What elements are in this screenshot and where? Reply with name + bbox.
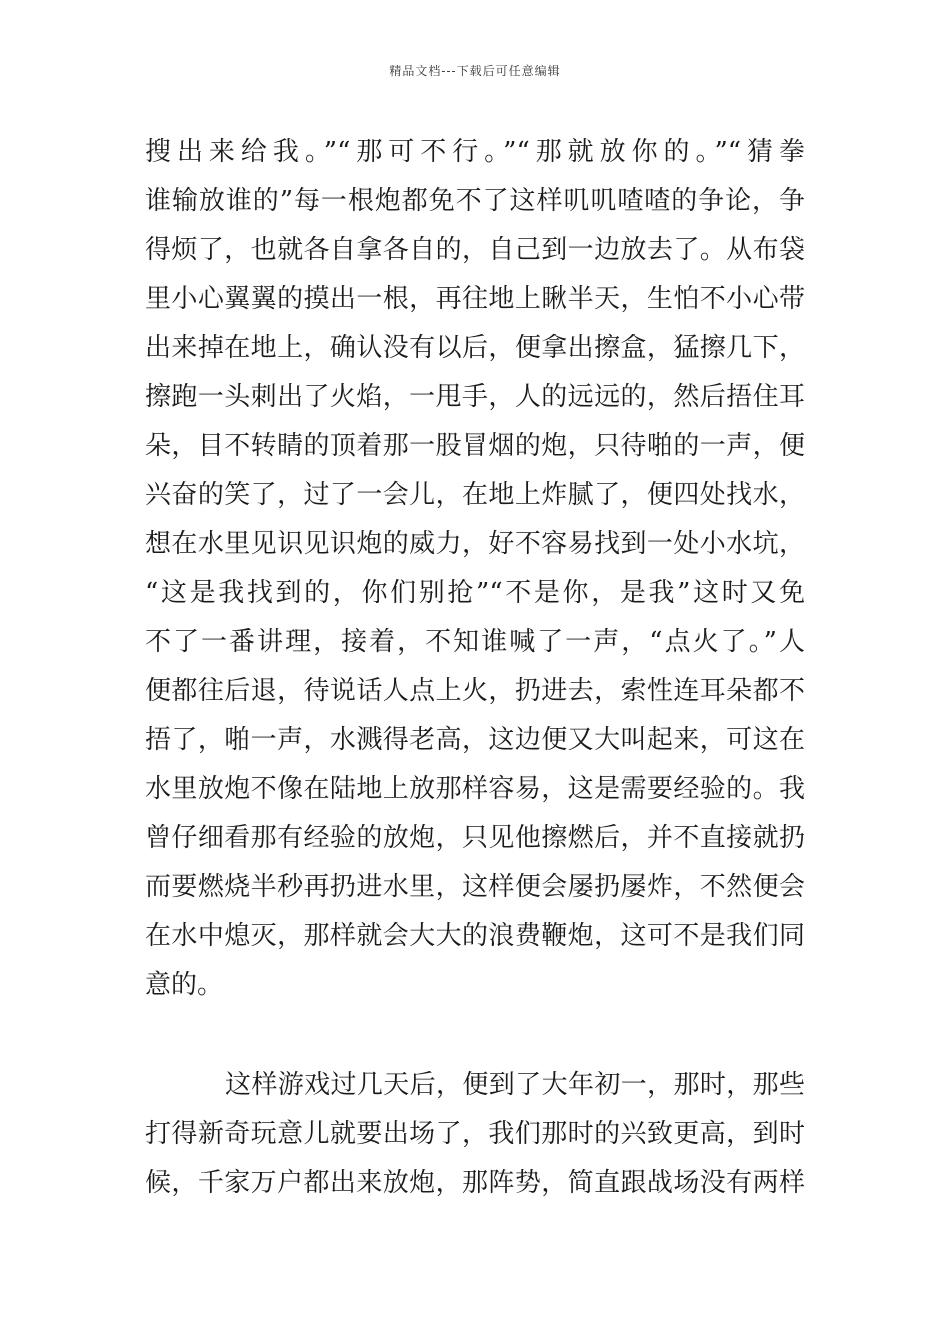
body-text [145,128,805,1208]
text-line: “这是我找到的，你们别抢”“不是你，是我”这时又免 [145,578,805,608]
text-line: 打得新奇玩意儿就要出场了，我们那时的兴致更高，到时 [145,1119,805,1149]
paragraph-1 [145,128,805,1010]
text-line: 而要燃烧半秒再扔进水里，这样便会屡扔屡炸，不然便会 [145,872,805,902]
text-line: 捂了，啪一声，水溅得老高，这边便又大叫起来，可这在 [145,725,805,755]
text-line: 擦跑一头刺出了火焰，一甩手，人的远远的，然后捂住耳 [145,382,805,412]
text-line: 谁输放谁的”每一根炮都免不了这样叽叽喳喳的争论，争 [145,186,805,216]
text-line: 里小心翼翼的摸出一根，再往地上瞅半天，生怕不小心带 [145,284,805,314]
text-line: 搜出来给我。”“那可不行。”“那就放你的。”“猜拳 [145,137,805,167]
text-line: 水里放炮不像在陆地上放那样容易，这是需要经验的。我 [145,774,805,804]
text-line: 这样游戏过几天后，便到了大年初一，那时，那些 [225,1070,805,1100]
paragraph-2 [145,1061,805,1208]
paragraph-gap [145,1010,805,1061]
text-line: 出来掉在地上，确认没有以后，便拿出擦盒，猛擦几下， [145,333,805,363]
page-header: 精品文档---下载后可任意编辑 [389,64,561,78]
text-line: 兴奋的笑了，过了一会儿，在地上炸腻了，便四处找水， [145,480,805,510]
text-line: 候，千家万户都出来放炮，那阵势，简直跟战场没有两样 [145,1168,805,1198]
text-line: 意的。 [145,970,224,1000]
text-line: 在水中熄灭，那样就会大大的浪费鞭炮，这可不是我们同 [145,921,805,951]
text-line: 便都往后退，待说话人点上火，扔进去，索性连耳朵都不 [145,676,805,706]
text-line: 朵，目不转睛的顶着那一股冒烟的炮，只待啪的一声，便 [145,431,805,461]
text-line: 曾仔细看那有经验的放炮，只见他擦燃后，并不直接就扔 [145,823,805,853]
text-line: 不了一番讲理，接着，不知谁喊了一声，“点火了。”人 [145,627,805,657]
text-line: 得烦了，也就各自拿各自的，自己到一边放去了。从布袋 [145,235,805,265]
text-line: 想在水里见识见识炮的威力，好不容易找到一处小水坑， [145,529,805,559]
